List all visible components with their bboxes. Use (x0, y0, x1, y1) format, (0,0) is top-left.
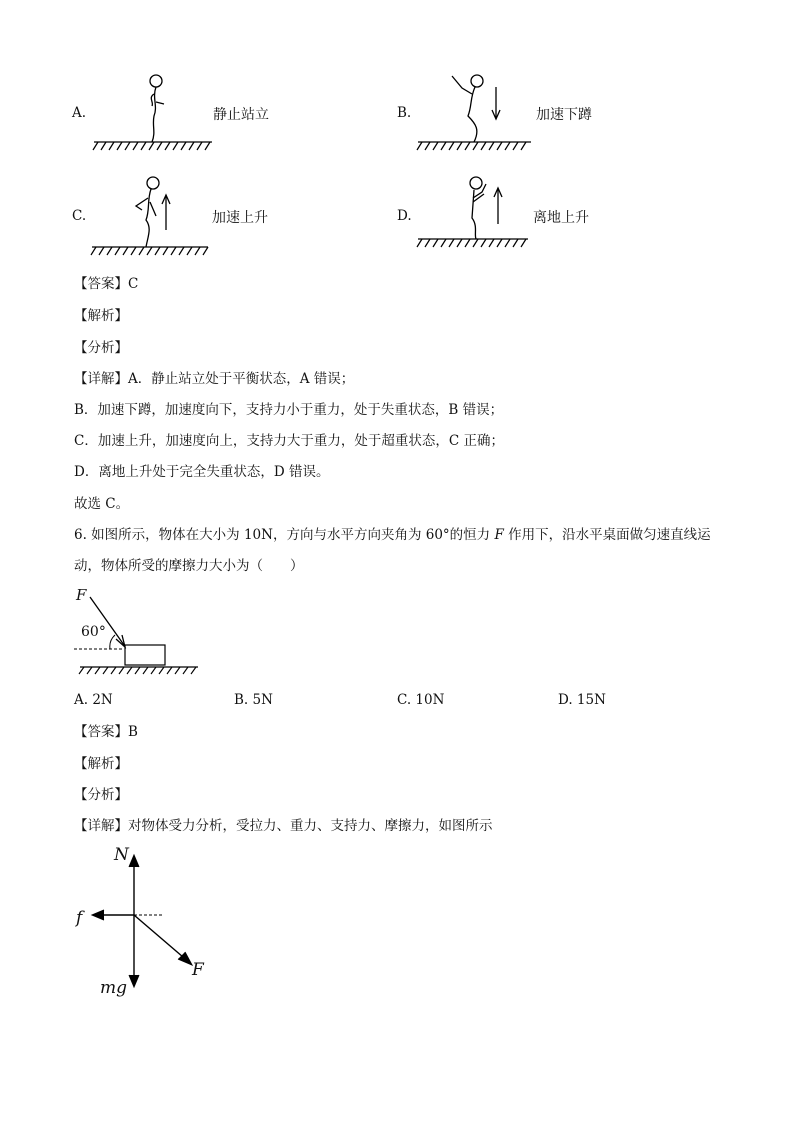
q6-detail-line (74, 817, 493, 835)
q6-stem-line-1 (74, 526, 711, 544)
q6-analysis-heading: 【解析】 (74, 756, 128, 772)
option-d-letter: D. (397, 208, 412, 224)
force-label-friction: f (76, 908, 83, 928)
detail-label: 【详解】 (74, 818, 128, 834)
option-a-letter: A. (72, 105, 87, 121)
option-d-caption: 离地上升 (533, 210, 589, 226)
detail-label: 【详解】 (74, 371, 128, 387)
q6-option-b: B. 5N (234, 692, 273, 708)
force-label-pull: F (192, 960, 204, 980)
answer-label: 【答案】 (74, 724, 128, 740)
option-c-figure (90, 172, 220, 257)
option-d-figure (416, 172, 546, 257)
q5-conclusion: 故选 C。 (74, 496, 130, 512)
q6-answer-line (74, 723, 138, 741)
option-b-caption: 加速下蹲 (536, 107, 592, 123)
force-label-gravity: mg (100, 978, 128, 998)
option-c-caption: 加速上升 (212, 210, 268, 226)
detail-text: 对物体受力分析，受拉力、重力、支持力、摩擦力，如图所示 (128, 818, 493, 834)
q5-fenxi-heading: 【分析】 (74, 340, 128, 356)
q6-stem-text: 6. 如图所示，物体在大小为 10N，方向与水平方向夹角为 60°的恒力 (74, 527, 495, 543)
q6-fenxi-heading: 【分析】 (74, 787, 128, 803)
q5-detail-line-3: C．加速上升，加速度向上，支持力大于重力，处于超重状态，C 正确； (74, 433, 504, 449)
force-diagram (70, 845, 210, 1005)
answer-value: C (128, 276, 139, 292)
detail-text: A．静止站立处于平衡状态，A 错误； (128, 371, 355, 387)
q5-detail-line-4: D．离地上升处于完全失重状态，D 错误。 (74, 464, 330, 480)
q6-stem-text-2: 作用下，沿水平桌面做匀速直线运 (503, 527, 711, 543)
q6-option-d: D. 15N (558, 692, 606, 708)
q5-answer-line (74, 275, 138, 293)
answer-value: B (128, 724, 138, 740)
q5-analysis-heading: 【解析】 (74, 308, 128, 324)
option-a-caption: 静止站立 (213, 107, 269, 123)
q6-stem-line-2: 动，物体所受的摩擦力大小为（ ） (74, 558, 304, 574)
q6-option-c: C. 10N (397, 692, 445, 708)
option-b-figure (416, 70, 546, 155)
q6-force-var: F (494, 527, 504, 543)
q5-detail-line-2: B．加速下蹲，加速度向下，支持力小于重力，处于失重状态，B 错误； (74, 402, 504, 418)
q6-figure-angle-label: 60° (81, 624, 106, 640)
q6-option-a: A. 2N (74, 692, 113, 708)
option-a-figure (92, 70, 222, 155)
option-c-letter: C. (72, 208, 87, 224)
force-label-normal: N (114, 845, 129, 865)
q6-figure-force-label: F (76, 586, 87, 604)
answer-label: 【答案】 (74, 276, 128, 292)
q5-detail-line-1 (74, 370, 354, 388)
option-b-letter: B. (397, 105, 412, 121)
